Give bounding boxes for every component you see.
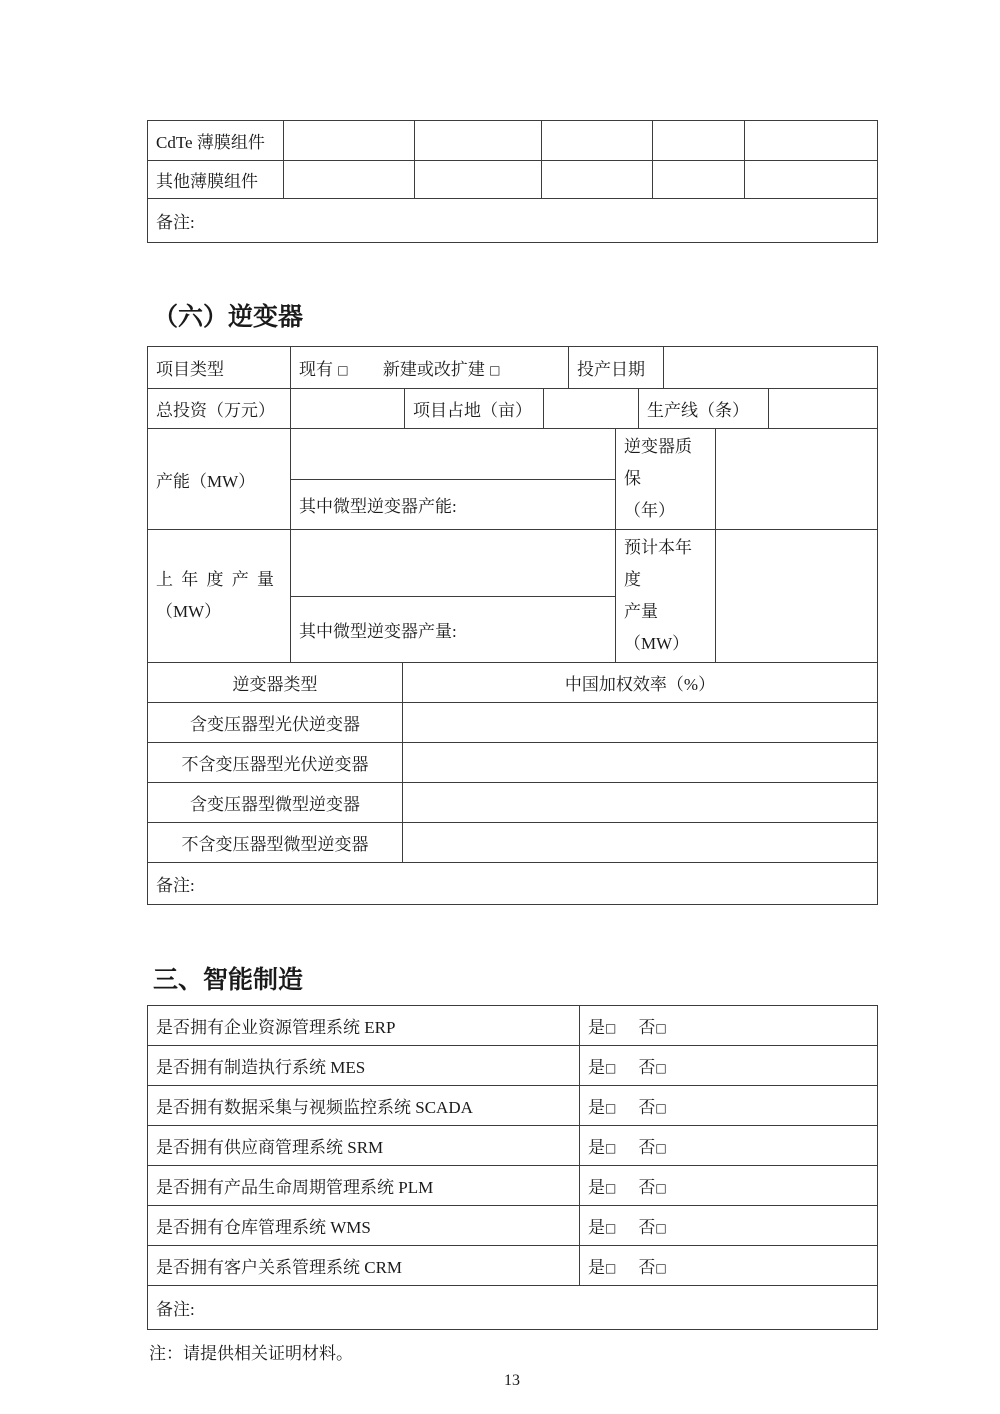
thin-film-module-table <box>147 120 878 243</box>
existing-checkbox[interactable]: □ <box>337 363 349 377</box>
input-cell[interactable] <box>664 347 878 389</box>
no-label: 否 <box>638 1178 656 1197</box>
forecast-label-line2: 产量（MW） <box>624 602 690 653</box>
remark-row <box>148 1286 878 1330</box>
input-cell[interactable] <box>653 121 745 161</box>
table-row <box>148 743 878 783</box>
no-checkbox[interactable]: □ <box>655 1141 667 1155</box>
input-cell[interactable] <box>769 389 878 429</box>
question-label: 是否拥有产品生命周期管理系统 PLM <box>148 1166 580 1206</box>
question-label: 是否拥有仓库管理系统 WMS <box>148 1206 580 1246</box>
input-cell[interactable] <box>716 429 878 530</box>
yes-label: 是 <box>588 1218 605 1237</box>
input-cell[interactable] <box>544 389 639 429</box>
row-label-other-thin-film: 其他薄膜组件 <box>148 161 284 199</box>
table-row <box>148 1246 878 1286</box>
type-row-label: 不含变压器型微型逆变器 <box>148 823 403 863</box>
no-label: 否 <box>638 1098 656 1117</box>
section-title-inverter: （六）逆变器 <box>153 304 304 331</box>
answer-cell <box>580 1046 878 1086</box>
forecast-output-label <box>616 530 716 663</box>
table-row <box>148 703 878 743</box>
input-cell[interactable] <box>653 161 745 199</box>
remark-row <box>148 863 878 905</box>
type-column-header: 逆变器类型 <box>148 663 403 703</box>
yes-checkbox[interactable]: □ <box>605 1261 617 1275</box>
yes-checkbox[interactable]: □ <box>605 1141 617 1155</box>
yes-checkbox[interactable]: □ <box>605 1061 617 1075</box>
last-year-output-label <box>148 530 291 663</box>
input-cell[interactable] <box>415 121 542 161</box>
new-or-expand-checkbox[interactable]: □ <box>489 363 501 377</box>
efficiency-column-header: 中国加权效率（%） <box>403 663 878 703</box>
no-checkbox[interactable]: □ <box>655 1221 667 1235</box>
warranty-label-line2: （年） <box>624 501 675 520</box>
no-checkbox[interactable]: □ <box>655 1181 667 1195</box>
total-investment-label: 总投资（万元） <box>148 389 291 429</box>
table-row <box>148 429 878 480</box>
no-label: 否 <box>638 1018 656 1037</box>
yes-checkbox[interactable]: □ <box>605 1221 617 1235</box>
yes-checkbox[interactable]: □ <box>605 1101 617 1115</box>
question-label: 是否拥有客户关系管理系统 CRM <box>148 1246 580 1286</box>
input-cell[interactable] <box>716 530 878 663</box>
answer-cell <box>580 1086 878 1126</box>
answer-cell <box>580 1006 878 1046</box>
question-label: 是否拥有制造执行系统 MES <box>148 1046 580 1086</box>
table-row <box>148 530 878 597</box>
warranty-label-line1: 逆变器质保 <box>624 437 692 488</box>
answer-cell <box>580 1126 878 1166</box>
land-area-label: 项目占地（亩） <box>405 389 544 429</box>
table-row <box>148 783 878 823</box>
forecast-label-line1: 预计本年度 <box>624 538 692 589</box>
input-cell[interactable] <box>403 823 878 863</box>
input-cell[interactable] <box>403 703 878 743</box>
no-label: 否 <box>638 1138 656 1157</box>
page-number: 13 <box>504 1372 520 1389</box>
input-cell[interactable] <box>291 389 405 429</box>
input-cell[interactable] <box>415 161 542 199</box>
no-checkbox[interactable]: □ <box>655 1101 667 1115</box>
no-label: 否 <box>638 1058 656 1077</box>
input-cell[interactable] <box>542 121 653 161</box>
yes-checkbox[interactable]: □ <box>605 1181 617 1195</box>
table-row <box>148 823 878 863</box>
yes-label: 是 <box>588 1258 605 1277</box>
yes-label: 是 <box>588 1058 605 1077</box>
table-row <box>148 161 878 199</box>
input-cell[interactable] <box>284 121 415 161</box>
project-type-label: 项目类型 <box>148 347 291 389</box>
type-row-label: 含变压器型光伏逆变器 <box>148 703 403 743</box>
smart-manufacturing-table <box>147 1005 878 1330</box>
inverter-type-table <box>147 662 878 905</box>
remark-row <box>148 199 878 243</box>
new-or-expand-option-label: 新建或改扩建 <box>382 360 485 379</box>
input-cell[interactable] <box>542 161 653 199</box>
table-row <box>148 121 878 161</box>
answer-cell <box>580 1166 878 1206</box>
table-row <box>148 1006 878 1046</box>
no-checkbox[interactable]: □ <box>655 1021 667 1035</box>
table-row <box>148 1126 878 1166</box>
table-row <box>148 1206 878 1246</box>
remark-label[interactable]: 备注: <box>148 199 878 243</box>
table-row <box>148 1046 878 1086</box>
footnote: 注：请提供相关证明材料。 <box>149 1344 353 1363</box>
input-cell[interactable] <box>291 429 616 480</box>
yes-label: 是 <box>588 1178 605 1197</box>
input-cell[interactable] <box>745 121 878 161</box>
remark-label[interactable]: 备注: <box>148 863 878 905</box>
capacity-label: 产能（MW） <box>148 429 291 530</box>
no-checkbox[interactable]: □ <box>655 1261 667 1275</box>
input-cell[interactable] <box>403 743 878 783</box>
last-year-output-line2: （MW） <box>156 602 222 621</box>
question-label: 是否拥有供应商管理系统 SRM <box>148 1126 580 1166</box>
input-cell[interactable] <box>284 161 415 199</box>
answer-cell <box>580 1246 878 1286</box>
no-label: 否 <box>638 1218 656 1237</box>
project-type-options <box>291 347 569 389</box>
remark-label[interactable]: 备注: <box>148 1286 878 1330</box>
yes-label: 是 <box>588 1098 605 1117</box>
yes-checkbox[interactable]: □ <box>605 1021 617 1035</box>
header-row <box>148 663 878 703</box>
type-row-label: 不含变压器型光伏逆变器 <box>148 743 403 783</box>
last-year-output-line1: 上 年 度 产 量 <box>156 570 276 589</box>
micro-output-label[interactable]: 其中微型逆变器产量: <box>291 596 616 663</box>
question-label: 是否拥有企业资源管理系统 ERP <box>148 1006 580 1046</box>
micro-capacity-label[interactable]: 其中微型逆变器产能: <box>291 479 616 530</box>
no-checkbox[interactable]: □ <box>655 1061 667 1075</box>
table-row <box>148 1086 878 1126</box>
input-cell[interactable] <box>291 530 616 597</box>
question-label: 是否拥有数据采集与视频监控系统 SCADA <box>148 1086 580 1126</box>
table-row <box>148 347 878 389</box>
existing-option-label: 现有 <box>299 360 333 379</box>
answer-cell <box>580 1206 878 1246</box>
type-row-label: 含变压器型微型逆变器 <box>148 783 403 823</box>
input-cell[interactable] <box>403 783 878 823</box>
no-label: 否 <box>638 1258 656 1277</box>
yes-label: 是 <box>588 1138 605 1157</box>
inverter-table-row2 <box>147 388 878 429</box>
page-content <box>147 120 877 1390</box>
section-title-smart-manufacturing: 三、智能制造 <box>153 966 304 994</box>
row-label-cdte: CdTe 薄膜组件 <box>148 121 284 161</box>
production-lines-label: 生产线（条） <box>639 389 769 429</box>
table-row <box>148 1166 878 1206</box>
warranty-label <box>616 429 716 530</box>
yes-label: 是 <box>588 1018 605 1037</box>
inverter-capacity-output-table <box>147 428 878 663</box>
production-date-label: 投产日期 <box>569 347 664 389</box>
table-row <box>148 389 878 429</box>
inverter-table-row1 <box>147 346 878 389</box>
input-cell[interactable] <box>745 161 878 199</box>
